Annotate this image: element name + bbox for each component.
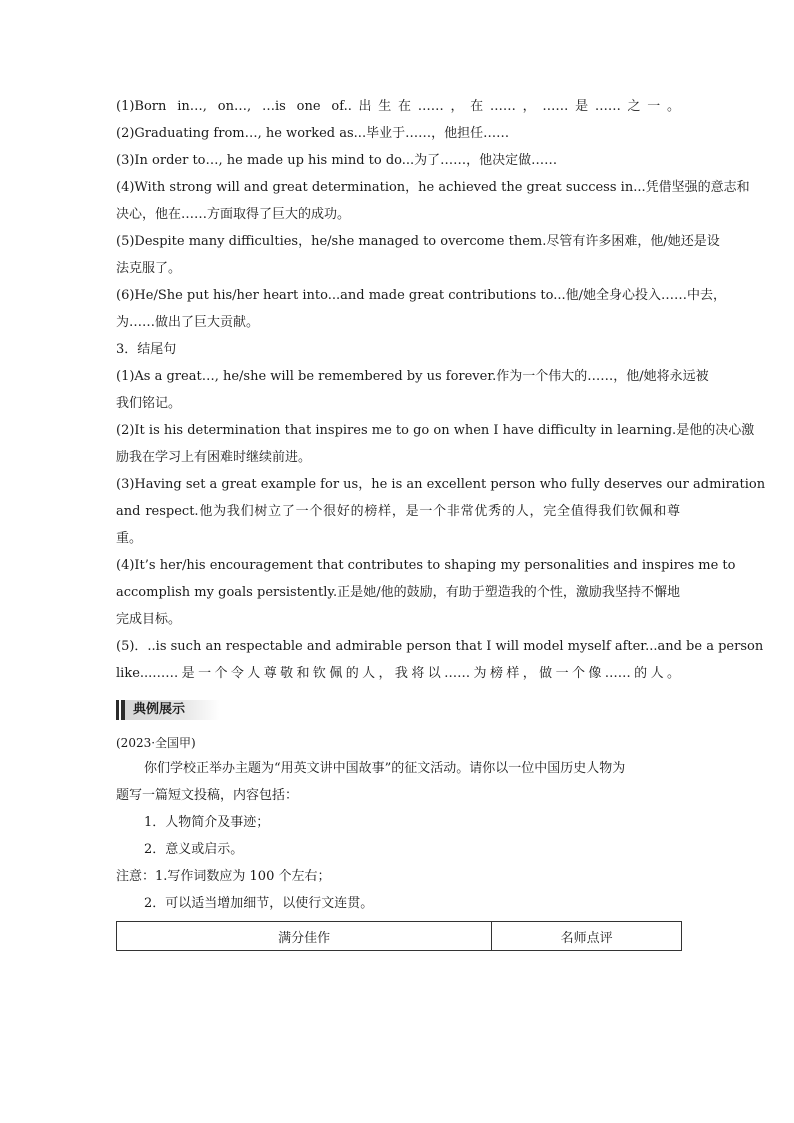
closing-line: 重。: [116, 531, 143, 546]
body-line: (3)In order to…, he made up his mind to do...为了……，他决定做……: [116, 153, 558, 168]
essay-table: [116, 921, 682, 951]
document-page: [116, 93, 766, 951]
closing-line: and respect.他为我们树立了一个很好的榜样，是一个非常优秀的人，完全值得我们钦佩和尊: [116, 504, 680, 519]
sentence-patterns-body: [116, 93, 750, 336]
body-line: (1)Born in…, on…, …is one of..出生在……，在……，……是……之一。: [116, 99, 680, 114]
closing-line: (4)It’s her/his encouragement that contributes to shaping my personalities and inspires me to: [116, 558, 736, 573]
prompt-line: 题写一篇短文投稿，内容包括：: [116, 788, 299, 803]
table-header-comment: 名师点评: [492, 922, 682, 951]
closing-line: like...……是一个令人尊敬和钦佩的人，我将以……为榜样，做一个像……的人。: [116, 666, 680, 681]
closing-line: 我们铭记。: [116, 396, 182, 411]
closing-line: 完成目标。: [116, 612, 182, 627]
closing-line: accomplish my goals persistently.正是她/他的鼓励，有助于塑造我的个性，激励我坚持不懈地: [116, 585, 680, 600]
note-line: 注意：1.写作词数应为 100 个左右；: [116, 869, 331, 884]
closing-line: (2)It is his determination that inspires me to go on when I have difficulty in learning.是他的决心激: [116, 423, 755, 438]
closing-sentences: [116, 363, 766, 687]
closing-line: (5)．..is such an respectable and admirable person that I will model myself after...and be a person: [116, 639, 764, 654]
body-line: (6)He/She put his/her heart into...and made great contributions to...他/她全身心投入……中去，: [116, 288, 727, 303]
closing-line: 励我在学习上有困难时继续前进。: [116, 450, 312, 465]
body-line: 法克服了。: [116, 261, 182, 276]
body-line: 为……做出了巨大贡献。: [116, 315, 260, 330]
note-line: 2．可以适当增加细节，以使行文连贯。: [144, 896, 374, 911]
example-banner: [116, 697, 680, 723]
table-header-essay: 满分佳作: [117, 922, 492, 951]
prompt-line: 你们学校正举办主题为“用英文讲中国故事”的征文活动。请你以一位中国历史人物为: [144, 761, 626, 776]
body-line: 决心，他在……方面取得了巨大的成功。: [116, 207, 351, 222]
example-banner-label: 典例展示: [125, 700, 221, 720]
prompt-item: 1．人物简介及事迹；: [144, 815, 270, 830]
body-line: (2)Graduating from…, he worked as...毕业于……，他担任……: [116, 126, 510, 141]
closing-line: (3)Having set a great example for us，he is an excellent person who fully deserves our admiration: [116, 477, 766, 492]
section-heading: 3．结尾句: [116, 342, 177, 357]
prompt-item: 2．意义或启示。: [144, 842, 244, 857]
body-line: (4)With strong will and great determination，he achieved the great success in...凭借坚强的意志和: [116, 180, 750, 195]
example-source: (2023·全国甲): [116, 736, 196, 750]
banner-bars-icon: [116, 700, 125, 720]
body-line: (5)Despite many difficulties，he/she managed to overcome them.尽管有许多困难，他/她还是设: [116, 234, 720, 249]
closing-line: (1)As a great…, he/she will be remembered by us forever.作为一个伟大的……，他/她将永远被: [116, 369, 709, 384]
